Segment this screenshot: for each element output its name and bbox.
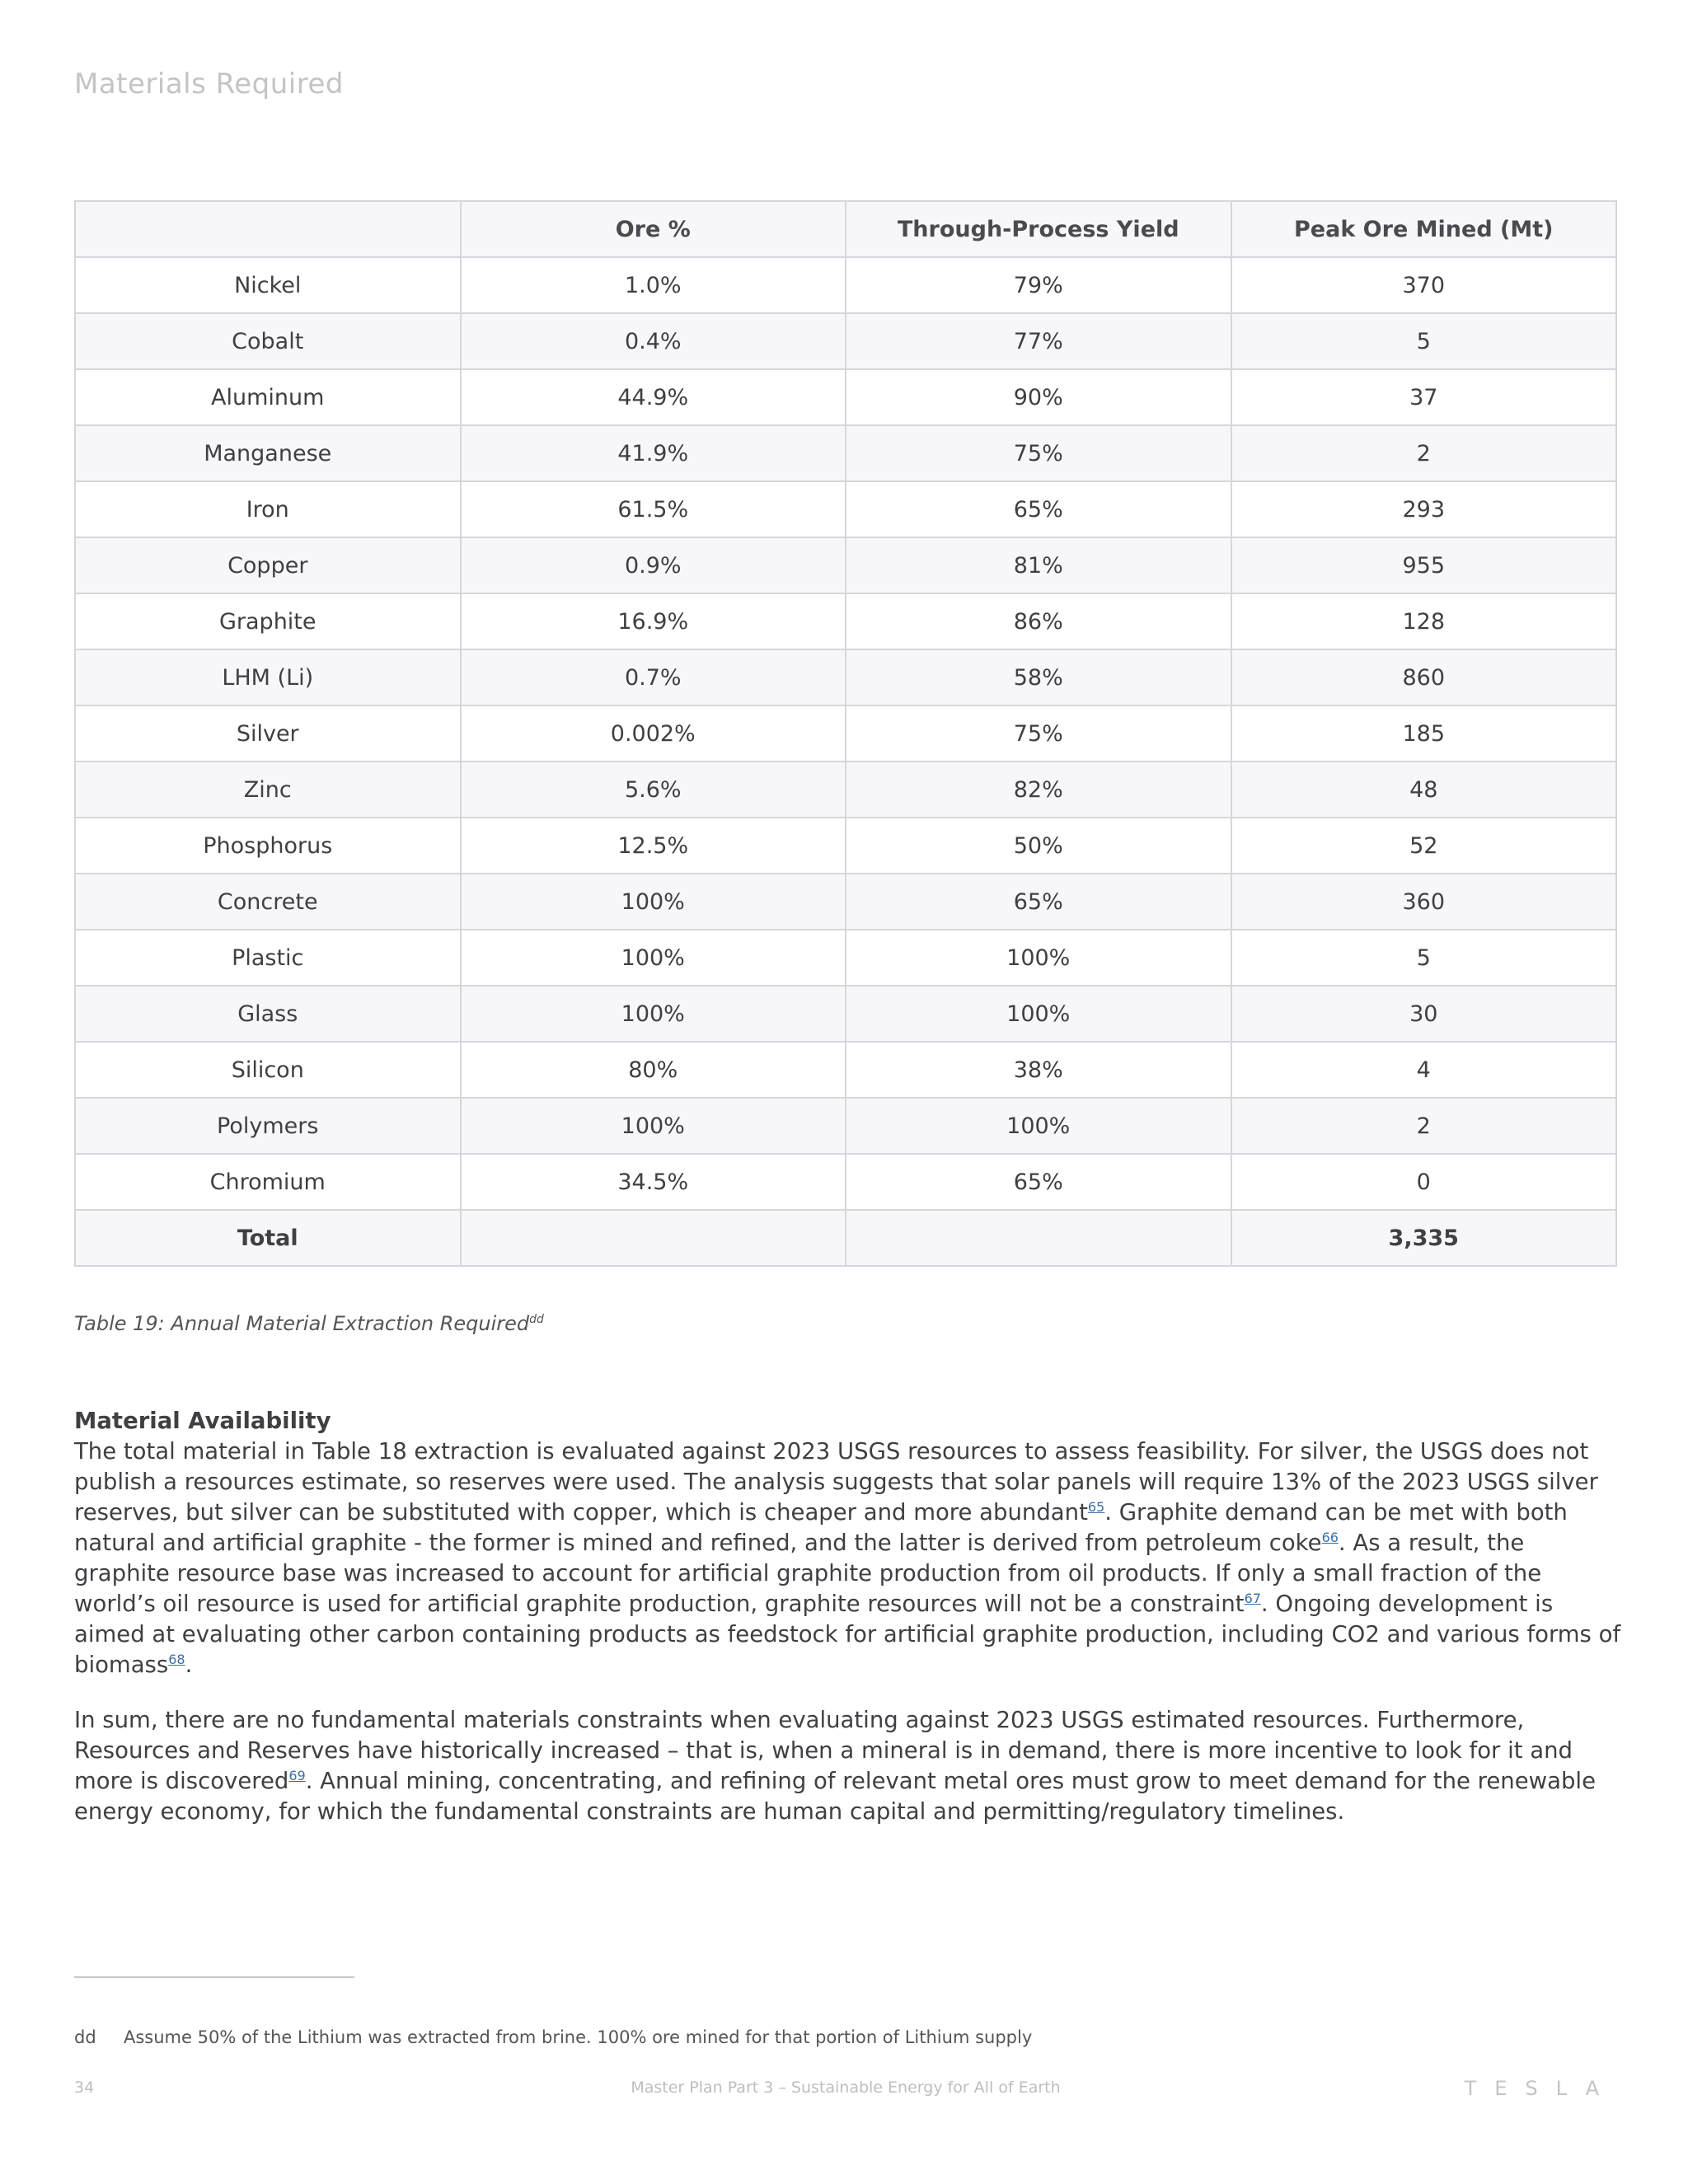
paragraph [74, 1436, 1624, 1680]
table-cell: 77% [846, 313, 1231, 369]
material-name-cell: Nickel [75, 257, 461, 313]
material-name-cell: Iron [75, 481, 461, 537]
table-cell: 12.5% [461, 818, 846, 874]
table-row [75, 257, 1616, 313]
total-cell: 3,335 [1231, 1210, 1617, 1266]
table-row [75, 874, 1616, 930]
table-row [75, 705, 1616, 762]
table-cell: 81% [846, 537, 1231, 593]
table-cell: 293 [1231, 481, 1617, 537]
material-name-cell: Copper [75, 537, 461, 593]
paragraph-text: . Ongoing development is aimed at evaluating other carbon containing products as feedstock for artificial graphite production, including CO2 and various forms of biomass [74, 1591, 1621, 1678]
table-cell: 58% [846, 649, 1231, 705]
material-name-cell: Manganese [75, 425, 461, 481]
table-cell: 0.9% [461, 537, 846, 593]
column-header [75, 201, 461, 257]
table-row [75, 425, 1616, 481]
caption-text: Table 19: Annual Material Extraction Required [74, 1312, 530, 1335]
table-cell: 30 [1231, 986, 1617, 1042]
table-cell: 2 [1231, 1098, 1617, 1154]
table-cell: 0 [1231, 1154, 1617, 1210]
material-name-cell: LHM (Li) [75, 649, 461, 705]
table-cell: 5.6% [461, 762, 846, 818]
footnote-link[interactable]: 69 [288, 1767, 306, 1783]
table-cell: 41.9% [461, 425, 846, 481]
table-body [75, 257, 1616, 1266]
page-footer [74, 2079, 1617, 2103]
table-row [75, 481, 1616, 537]
table-cell: 34.5% [461, 1154, 846, 1210]
total-cell [846, 1210, 1231, 1266]
paragraph-text: . Graphite demand can be met with both natural and artificial graphite - the former is mined and refined, and the latter is derived from petroleum coke [74, 1499, 1568, 1556]
material-name-cell: Cobalt [75, 313, 461, 369]
table-row [75, 1042, 1616, 1098]
footnote-link[interactable]: 68 [168, 1651, 185, 1667]
table-cell: 38% [846, 1042, 1231, 1098]
footnote-link[interactable]: 66 [1321, 1529, 1339, 1545]
table-cell: 48 [1231, 762, 1617, 818]
table-cell: 61.5% [461, 481, 846, 537]
material-name-cell: Silicon [75, 1042, 461, 1098]
table-cell: 955 [1231, 537, 1617, 593]
table-cell: 1.0% [461, 257, 846, 313]
table-cell: 100% [461, 930, 846, 986]
column-header: Through-Process Yield [846, 201, 1231, 257]
table-cell: 75% [846, 705, 1231, 762]
table-row [75, 762, 1616, 818]
table-cell: 370 [1231, 257, 1617, 313]
table-row [75, 1154, 1616, 1210]
table-cell: 0.4% [461, 313, 846, 369]
table-cell: 128 [1231, 593, 1617, 649]
section-title: Materials Required [74, 68, 344, 101]
material-extraction-table [74, 200, 1617, 1267]
table-cell: 37 [1231, 369, 1617, 425]
table-row [75, 369, 1616, 425]
material-name-cell: Silver [75, 705, 461, 762]
table-cell: 80% [461, 1042, 846, 1098]
column-header: Ore % [461, 201, 846, 257]
table-cell: 0.7% [461, 649, 846, 705]
material-name-cell: Aluminum [75, 369, 461, 425]
table-row [75, 313, 1616, 369]
table-cell: 4 [1231, 1042, 1617, 1098]
footnote [74, 2027, 1032, 2047]
total-label-cell: Total [75, 1210, 461, 1266]
column-header: Peak Ore Mined (Mt) [1231, 201, 1617, 257]
table-total-row [75, 1210, 1616, 1266]
material-availability-section [74, 1406, 1624, 1852]
material-name-cell: Polymers [75, 1098, 461, 1154]
table-cell: 65% [846, 481, 1231, 537]
table-row [75, 593, 1616, 649]
footnote-link[interactable]: 65 [1087, 1498, 1105, 1515]
table-cell: 90% [846, 369, 1231, 425]
table-cell: 860 [1231, 649, 1617, 705]
paragraph-text: . As a result, the graphite resource base was increased to account for artificial graphite production from oil products. If only a small fraction of the world’s oil resource is used for artificial graphite production, graphite resources will not be a constraint [74, 1530, 1542, 1617]
paragraph-text: In sum, there are no fundamental materials constraints when evaluating against 2023 USGS estimated resources. Furthermore, Resources and Reserves have historically increased – that is, when a mineral is in demand, there is more incentive to look for it and more is discovered [74, 1707, 1573, 1794]
table-cell: 100% [846, 1098, 1231, 1154]
table-cell: 185 [1231, 705, 1617, 762]
material-name-cell: Glass [75, 986, 461, 1042]
table-row [75, 1098, 1616, 1154]
table-cell: 100% [461, 1098, 846, 1154]
footnote-link[interactable]: 67 [1244, 1590, 1261, 1606]
section-heading: Material Availability [74, 1408, 331, 1434]
material-name-cell: Chromium [75, 1154, 461, 1210]
table-cell: 360 [1231, 874, 1617, 930]
footnote-divider [74, 1976, 354, 1978]
material-name-cell: Concrete [75, 874, 461, 930]
footnote-text: Assume 50% of the Lithium was extracted from brine. 100% ore mined for that portion of Lithium supply [124, 2027, 1033, 2047]
table-cell: 52 [1231, 818, 1617, 874]
table-cell: 100% [461, 874, 846, 930]
paragraph-text: . Annual mining, concentrating, and refining of relevant metal ores must grow to meet demand for the renewable energy economy, for which the fundamental constraints are human capital and permitting/regulatory timelines. [74, 1768, 1596, 1825]
table-caption [74, 1312, 544, 1335]
table-row [75, 649, 1616, 705]
material-name-cell: Graphite [75, 593, 461, 649]
table-cell: 79% [846, 257, 1231, 313]
table-cell: 5 [1231, 930, 1617, 986]
table-cell: 100% [461, 986, 846, 1042]
paragraph-text: The total material in Table 18 extraction is evaluated against 2023 USGS resources to assess feasibility. For silver, the USGS does not publish a resources estimate, so reserves were used. The analysis suggests that solar panels will require 13% of the 2023 USGS silver reserves, but silver can be substituted with copper, which is cheaper and more abundant [74, 1438, 1598, 1526]
table-row [75, 818, 1616, 874]
table-row [75, 986, 1616, 1042]
table-cell: 75% [846, 425, 1231, 481]
caption-footnote-ref: dd [529, 1313, 544, 1326]
table-cell: 44.9% [461, 369, 846, 425]
material-name-cell: Zinc [75, 762, 461, 818]
table-cell: 100% [846, 930, 1231, 986]
table-cell: 5 [1231, 313, 1617, 369]
table-cell: 100% [846, 986, 1231, 1042]
table-cell: 65% [846, 874, 1231, 930]
table-cell: 86% [846, 593, 1231, 649]
brand-logo: TESLA [1464, 2077, 1617, 2100]
table-cell: 2 [1231, 425, 1617, 481]
table-cell: 65% [846, 1154, 1231, 1210]
page-number: 34 [74, 2079, 95, 2097]
table-cell: 50% [846, 818, 1231, 874]
table-cell: 16.9% [461, 593, 846, 649]
footnote-mark: dd [74, 2027, 96, 2047]
paragraph-text: . [185, 1652, 193, 1678]
total-cell [461, 1210, 846, 1266]
table-header-row [75, 201, 1616, 257]
material-name-cell: Phosphorus [75, 818, 461, 874]
paragraph [74, 1705, 1624, 1827]
table-cell: 0.002% [461, 705, 846, 762]
material-name-cell: Plastic [75, 930, 461, 986]
table-row [75, 930, 1616, 986]
document-title: Master Plan Part 3 – Sustainable Energy for All of Earth [631, 2079, 1061, 2097]
table-row [75, 537, 1616, 593]
table-cell: 82% [846, 762, 1231, 818]
